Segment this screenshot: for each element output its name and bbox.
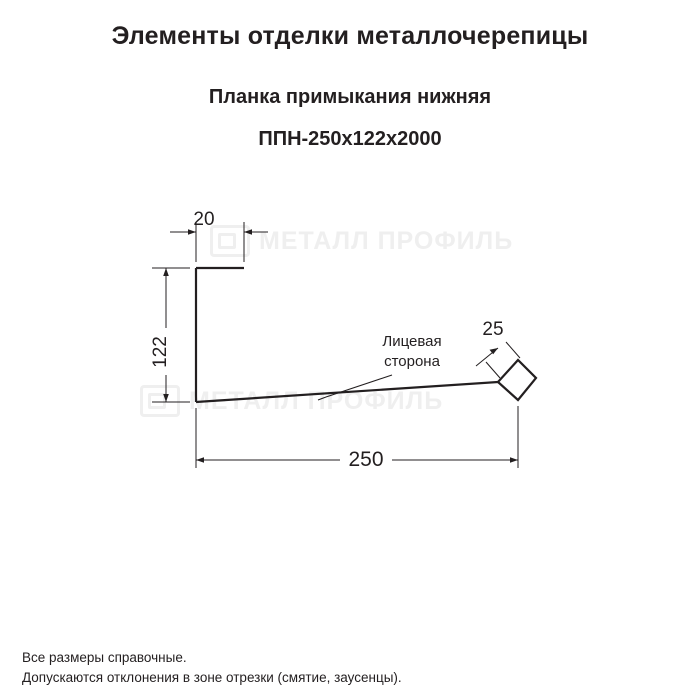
- dimension-left-height-label: 122: [150, 336, 171, 368]
- footnotes: [22, 648, 682, 688]
- footnote-line-2: Допускаются отклонения в зоне отрезки (смятие, заусенцы).: [22, 670, 402, 685]
- page-title: Элементы отделки металлочерепицы: [111, 22, 589, 50]
- dimension-bottom-width-label: 250: [348, 448, 384, 471]
- product-name: Планка примыкания нижняя: [208, 86, 492, 108]
- face-side-label-line2: сторона: [384, 353, 440, 370]
- face-side-leader: [318, 375, 392, 400]
- technical-drawing: [0, 170, 700, 550]
- dimension-right-flange-label: 25: [482, 319, 504, 340]
- watermark-text: МЕТАЛЛ ПРОФИЛЬ: [259, 226, 514, 255]
- watermark-text: МЕТАЛЛ ПРОФИЛЬ: [189, 386, 444, 415]
- footnote-line-1: Все размеры справочные.: [22, 650, 187, 665]
- dimension-top-width: [170, 222, 268, 262]
- dimension-left-height: [152, 268, 190, 402]
- product-code: ППН-250х122х2000: [258, 128, 442, 150]
- dimension-right-flange: [476, 342, 520, 378]
- face-side-label-line1: Лицевая: [382, 333, 442, 350]
- dimension-top-width-label: 20: [193, 209, 215, 230]
